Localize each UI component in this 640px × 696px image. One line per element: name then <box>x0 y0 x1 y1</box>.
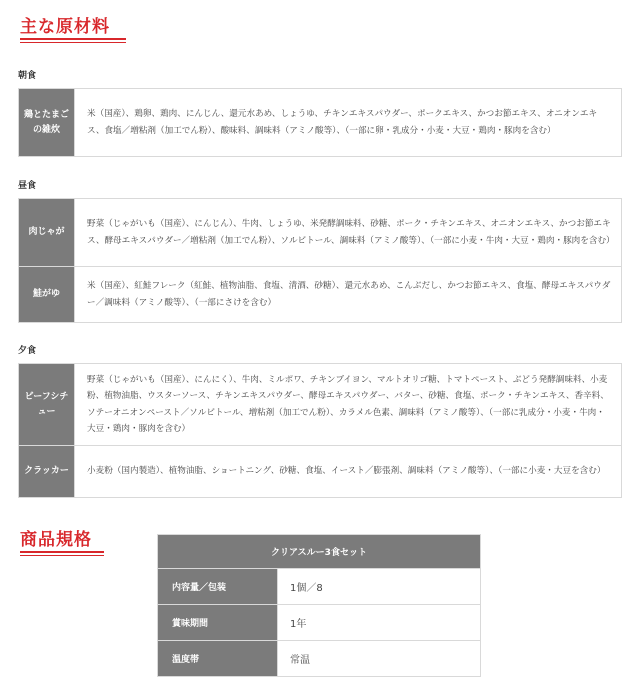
ingredient-row <box>19 446 622 498</box>
ingredient-row <box>19 89 622 157</box>
spec-title-underline <box>20 551 104 553</box>
spec-key: 内容量／包装 <box>158 569 278 605</box>
spec-key: 温度帯 <box>158 641 278 677</box>
spec-key: 賞味期間 <box>158 605 278 641</box>
materials-title-underline-thin <box>20 42 126 43</box>
dish-ingredients: 小麦粉（国内製造）、植物油脂、ショートニング、砂糖、食塩、イースト／膨張剤、調味料（アミノ酸等）、（一部に小麦・大豆を含む） <box>75 446 622 498</box>
spec-row <box>158 641 481 677</box>
dish-name: ビーフシチュー <box>19 364 75 446</box>
ingredients-table-dinner <box>18 363 622 498</box>
dish-name: 肉じゃが <box>19 199 75 267</box>
spec-value: 1個／8 <box>278 569 481 605</box>
materials-title: 主な原材料 <box>20 17 110 37</box>
materials-title-underline <box>20 38 126 40</box>
spec-row <box>158 605 481 641</box>
dish-name: 鶏とたまごの雑炊 <box>19 89 75 157</box>
dish-ingredients: 米（国産）、紅鮭フレーク（紅鮭、植物油脂、食塩、清酒、砂糖）、還元水あめ、こんぶだし、かつお節エキス、食塩、酵母エキスパウダー／調味料（アミノ酸等）、（一部にさけを含む） <box>75 267 622 323</box>
spec-row <box>158 569 481 605</box>
dish-ingredients: 野菜（じゃがいも（国産）、にんにく）、牛肉、ミルポワ、チキンブイヨン、マルトオリゴ糖、トマトペースト、ぶどう発酵調味料、小麦粉、植物油脂、ウスターソース、チキンエキスパウダー、酵母エキスパウダー、バター、砂糖、食塩、ポーク・チキンエキス、香辛料、ソテーオニオンペースト／ソルビトール、増粘剤（加工でん粉）、カラメル色素、調味料（アミノ酸等）、（一部に乳成分・小麦・牛肉・大豆・鶏肉・豚肉を含む） <box>75 364 622 446</box>
spec-value: 1年 <box>278 605 481 641</box>
ingredient-row <box>19 267 622 323</box>
ingredient-row <box>19 364 622 446</box>
ingredient-row <box>19 199 622 267</box>
dish-name: クラッカー <box>19 446 75 498</box>
meal-label-breakfast: 朝食 <box>18 71 37 81</box>
spec-table <box>157 534 481 677</box>
meal-label-dinner: 夕食 <box>18 346 37 356</box>
dish-ingredients: 米（国産）、鶏卵、鶏肉、にんじん、還元水あめ、しょうゆ、チキンエキスパウダー、ポークエキス、かつお節エキス、オニオンエキス、食塩／増粘剤（加工でん粉）、酸味料、調味料（アミノ酸等）、（一部に卵・乳成分・小麦・大豆・鶏肉・豚肉を含む） <box>75 89 622 157</box>
spec-title-underline-thin <box>20 555 104 556</box>
ingredients-table-breakfast <box>18 88 622 157</box>
dish-ingredients: 野菜（じゃがいも（国産）、にんじん）、牛肉、しょうゆ、米発酵調味料、砂糖、ポーク・チキンエキス、オニオンエキス、かつお節エキス、酵母エキスパウダー／増粘剤（加工でん粉）、ソルビトール、調味料（アミノ酸等）、（一部に小麦・牛肉・大豆・鶏肉・豚肉を含む） <box>75 199 622 267</box>
meal-label-lunch: 昼食 <box>18 181 37 191</box>
spec-title: 商品規格 <box>20 530 92 550</box>
dish-name: 鮭がゆ <box>19 267 75 323</box>
spec-table-title: クリアスルー3食セット <box>158 535 481 569</box>
ingredients-table-lunch <box>18 198 622 323</box>
spec-value: 常温 <box>278 641 481 677</box>
